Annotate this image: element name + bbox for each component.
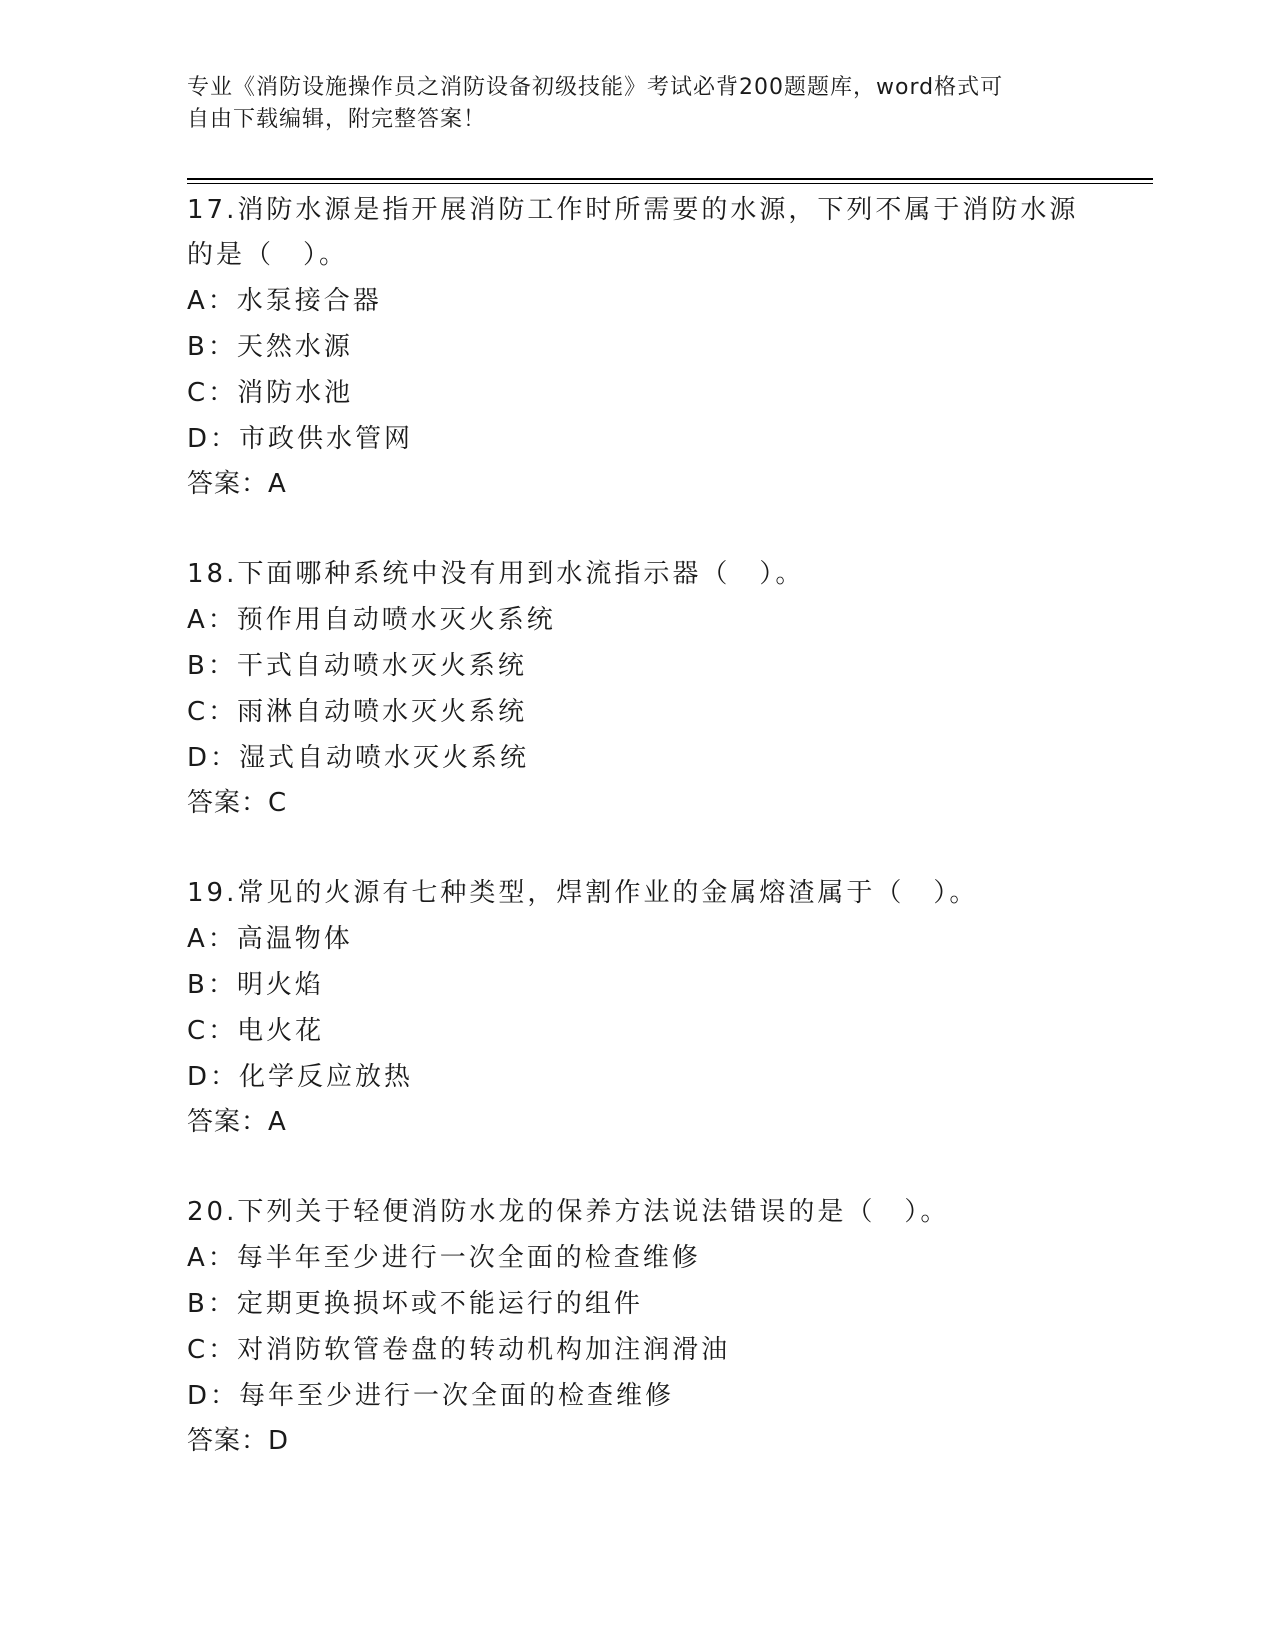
question-17 (187, 188, 1147, 507)
option-b: B：天然水源 (187, 332, 353, 362)
question-text (187, 552, 1087, 597)
question-20 (187, 1190, 1147, 1464)
option-a: A：预作用自动喷水灭火系统 (187, 605, 556, 635)
header-line-1: 专业《消防设施操作员之消防设备初级技能》考试必背200题题库，word格式可 (187, 75, 1004, 100)
question-text (187, 188, 1087, 278)
answer-text: 答案：A (187, 1107, 287, 1137)
question-text-line-1: 20.下列关于轻便消防水龙的保养方法说法错误的是（ ）。 (187, 1197, 950, 1227)
option-d: D：化学反应放热 (187, 1062, 414, 1092)
document-header (187, 72, 1087, 136)
option-c: C：消防水池 (187, 378, 354, 408)
option-a: A：水泵接合器 (187, 286, 382, 316)
question-text (187, 1190, 1087, 1235)
question-text (187, 871, 1087, 916)
question-text-line-2: 的是（ ）。 (187, 240, 349, 270)
option-d: D：湿式自动喷水灭火系统 (187, 743, 530, 773)
answer-text: 答案：A (187, 469, 287, 499)
question-text-line-1: 19.常见的火源有七种类型，焊割作业的金属熔渣属于（ ）。 (187, 878, 979, 908)
question-text-line-1: 18.下面哪种系统中没有用到水流指示器（ ）。 (187, 559, 805, 589)
option-c: C：对消防软管卷盘的转动机构加注润滑油 (187, 1335, 731, 1365)
option-b: B：明火焰 (187, 970, 324, 1000)
question-list (187, 188, 1147, 1509)
option-a: A：每半年至少进行一次全面的检查维修 (187, 1243, 701, 1273)
question-19 (187, 871, 1147, 1145)
header-line-2: 自由下载编辑，附完整答案！ (187, 107, 487, 132)
option-b: B：定期更换损坏或不能运行的组件 (187, 1289, 643, 1319)
header-divider-thick (187, 178, 1153, 180)
option-a: A：高温物体 (187, 924, 353, 954)
option-b: B：干式自动喷水灭火系统 (187, 651, 527, 681)
option-c: C：雨淋自动喷水灭火系统 (187, 697, 528, 727)
option-c: C：电火花 (187, 1016, 325, 1046)
answer-text: 答案：D (187, 1426, 290, 1456)
question-18 (187, 552, 1147, 826)
question-text-line-1: 17.消防水源是指开展消防工作时所需要的水源，下列不属于消防水源 (187, 195, 1079, 225)
option-d: D：市政供水管网 (187, 424, 414, 454)
answer-text: 答案：C (187, 788, 288, 818)
header-divider-thin (187, 183, 1153, 184)
option-d: D：每年至少进行一次全面的检查维修 (187, 1381, 675, 1411)
